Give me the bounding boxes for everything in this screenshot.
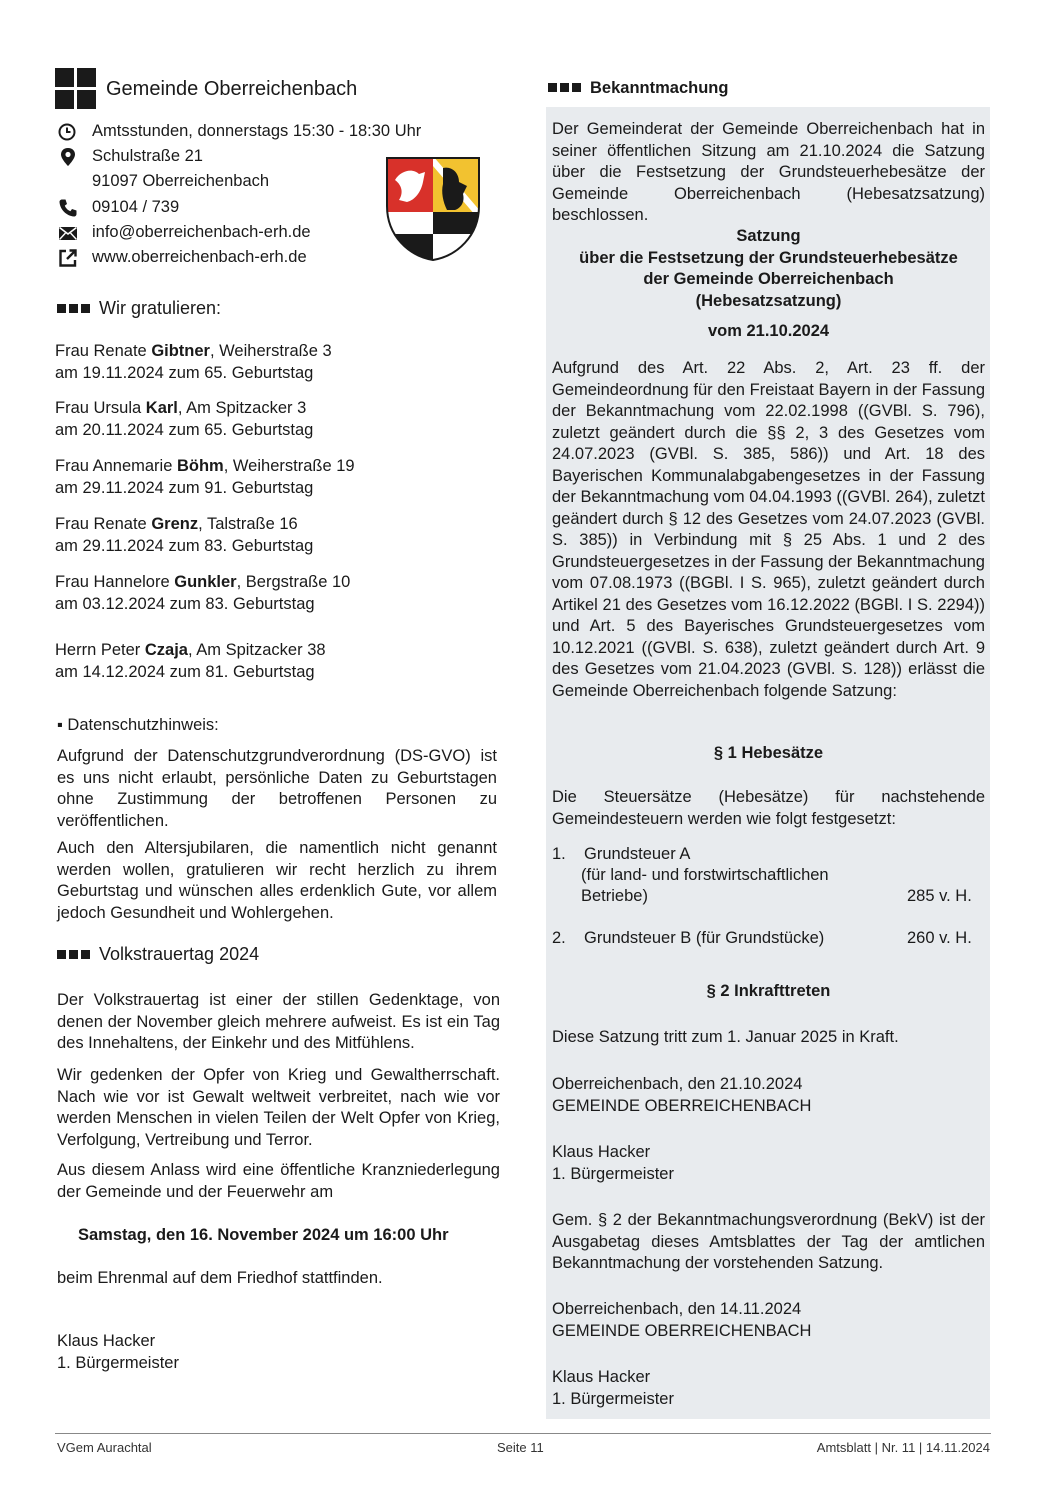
list-item: Frau Renate Gibtner, Weiherstraße 3 am 19.11.2024 zum 65. Geburtstag	[55, 342, 332, 382]
publication-notice: Gem. § 2 der Bekanntmachungsverordnung (BekV) ist der Ausgabetag dieses Amtsblattes der Tag der amtlichen Bekanntmachung der vorstehenden Satzung.	[552, 1211, 985, 1272]
list-item: Herrn Peter Czaja, Am Spitzacker 38 am 14.12.2024 zum 81. Geburtstag	[55, 641, 326, 681]
list-item: Frau Renate Grenz, Talstraße 16 am 29.11.2024 zum 83. Geburtstag	[55, 515, 314, 555]
footer-publisher: VGem Aurachtal	[57, 1440, 152, 1455]
announcement-intro: Der Gemeinderat der Gemeinde Oberreichenbach hat in seiner öffentlichen Sitzung am 21.10.2024 die Satzung über die Festsetzung der Grundsteuerhebesätze der Gemeinde Oberreichenbach (Hebesatzsatzung) beschlossen.	[552, 120, 985, 224]
list-item: Frau Ursula Karl, Am Spitzacker 3 am 20.11.2024 zum 65. Geburtstag	[55, 399, 314, 439]
list-item: Frau Hannelore Gunkler, Bergstraße 10 am 03.12.2024 zum 83. Geburtstag	[55, 573, 351, 613]
tax-rate-value: 260 v. H.	[907, 929, 972, 947]
municipality-name: Gemeinde Oberreichenbach	[106, 78, 358, 100]
privacy-paragraph-1: Aufgrund der Datenschutzgrundverordnung (DS-GVO) ist es uns nicht erlaubt, persönliche Daten zu Geburtstagen ohne Zustimmung der betroffenen Personen zu veröffentlichen.	[57, 747, 497, 830]
phone-icon	[57, 198, 79, 218]
bekanntmachung-heading: Bekanntmachung	[548, 78, 728, 100]
signature-role-1: 1. Bürgermeister	[552, 1165, 674, 1183]
statute-title: Satzung über die Festsetzung der Grundsteuerhebesätze der Gemeinde Oberreichenbach (Hebesatzsatzung)	[579, 227, 958, 310]
statute-date: vom 21.10.2024	[707, 322, 830, 340]
volkstrauertag-paragraph-3: Aus diesem Anlass wird eine öffentliche Kranzniederlegung der Gemeinde und der Feuerwehr am	[57, 1161, 500, 1201]
legal-basis: Aufgrund des Art. 22 Abs. 2, Art. 23 ff. der Gemeindeordnung für den Freistaat Bayern in der Fassung der Bekanntmachung vom 22.02.1998 ((GVBl. S. 796), zuletzt geändert durch die §§ 2, 3 des Gesetzes vom 24.07.2023 (GVBl. S. 385, 586)) und Art. 18 des Bayerischen Kommunalabgabengesetzes in der Fassung der Bekanntmachung vom 04.04.1993 ((GVBl. 264), zuletzt geändert durch § 12 des Gesetzes vom 24.07.2023 (GVBl. S. 385)) in Verbindung mit § 25 Abs. 1 und 2 des Grundsteuergesetzes in der Fassung der Bekanntmachung vom 07.08.1973 ((BGBl. I S. 965), zuletzt geändert durch Artikel 21 des Gesetzes vom 16.12.2022 (BGBl. I S. 2294)) und Art. 5 des Bayerisches Grundsteuergesetzes vom 10.12.2021 ((GVBl. S. 638), zuletzt geändert durch Art. 9 des Gesetzes vom 21.04.2023 (GVBl. S. 128)) erlässt die Gemeinde Oberreichenbach folgende Satzung:	[552, 359, 985, 700]
section-2-title: § 2 Inkrafttreten	[706, 982, 831, 1000]
volkstrauertag-heading: Volkstrauertag 2024	[57, 944, 259, 966]
signature-name-2: Klaus Hacker	[552, 1368, 651, 1386]
volkstrauertag-paragraph-1: Der Volkstrauertag ist einer der stillen Gedenktage, von denen der November gleich mehrere aufweist. Es ist ein Tag des Innehaltens, der Einkehr und des Mitfühlens.	[57, 991, 500, 1052]
external-link-icon	[57, 248, 79, 268]
phone-number[interactable]: 09104 / 739	[92, 198, 180, 216]
website-link[interactable]: www.oberreichenbach-erh.de	[92, 248, 307, 266]
tax-rate-item: 1. Grundsteuer A (für land- und forstwirtschaftlichen Betriebe) 285 v. H.	[552, 844, 985, 910]
address-city: 91097 Oberreichenbach	[92, 172, 270, 190]
address-street: Schulstraße 21	[92, 147, 203, 165]
privacy-heading: ▪ Datenschutzhinweis:	[57, 716, 219, 734]
list-item: Frau Annemarie Böhm, Weiherstraße 19 am 29.11.2024 zum 91. Geburtstag	[55, 457, 355, 497]
privacy-paragraph-2: Auch den Altersjubilaren, die namentlich nicht genannt werden wollen, gratulieren wir recht herzlich zu ihrem Geburtstag und wünschen alles erdenklich Gute, vor allem jedoch Gesundheit und Wohlergehen.	[57, 839, 497, 922]
signature-role-2: 1. Bürgermeister	[552, 1390, 674, 1408]
event-location: beim Ehrenmal auf dem Friedhof stattfinden.	[57, 1269, 383, 1287]
footer-page-number: Seite 11	[497, 1440, 544, 1455]
signature-name-1: Klaus Hacker	[552, 1143, 651, 1161]
section-2-text: Diese Satzung tritt zum 1. Januar 2025 in Kraft.	[552, 1028, 899, 1046]
signature-name: Klaus Hacker	[57, 1332, 156, 1350]
organization-1: GEMEINDE OBERREICHENBACH	[552, 1097, 812, 1115]
event-date: Samstag, den 16. November 2024 um 16:00 Uhr	[78, 1226, 449, 1244]
birthdays-heading: Wir gratulieren:	[57, 298, 221, 320]
place-date-2: Oberreichenbach, den 14.11.2024	[552, 1300, 802, 1318]
volkstrauertag-paragraph-2: Wir gedenken der Opfer von Krieg und Gewaltherrschaft. Nach wie vor ist Gewalt weltweit verbreitet, nach wie vor werden Menschen in vielen Teilen der Welt Opfer von Krieg, Verfolgung, Vertreibung und Terror.	[57, 1066, 500, 1149]
footer-issue: Amtsblatt | Nr. 11 | 14.11.2024	[816, 1440, 990, 1455]
clock-icon	[57, 122, 79, 142]
section-1-text: Die Steuersätze (Hebesätze) für nachstehende Gemeindesteuern werden wie folgt festgesetzt:	[552, 788, 985, 828]
tax-rate-value: 285 v. H.	[907, 887, 972, 905]
footer-divider	[55, 1433, 991, 1434]
office-hours: Amtsstunden, donnerstags 15:30 - 18:30 Uhr	[92, 122, 422, 140]
mail-icon	[57, 223, 79, 243]
tax-rate-item: 2. Grundsteuer B (für Grundstücke) 260 v. H.	[552, 928, 985, 950]
location-pin-icon	[57, 147, 79, 167]
place-date-1: Oberreichenbach, den 21.10.2024	[552, 1075, 803, 1093]
coat-of-arms-image	[385, 156, 481, 262]
organization-2: GEMEINDE OBERREICHENBACH	[552, 1322, 812, 1340]
municipality-logo	[55, 68, 97, 110]
email-link[interactable]: info@oberreichenbach-erh.de	[92, 223, 311, 241]
contact-block	[57, 122, 422, 272]
signature-role: 1. Bürgermeister	[57, 1354, 179, 1372]
section-1-title: § 1 Hebesätze	[713, 744, 824, 762]
